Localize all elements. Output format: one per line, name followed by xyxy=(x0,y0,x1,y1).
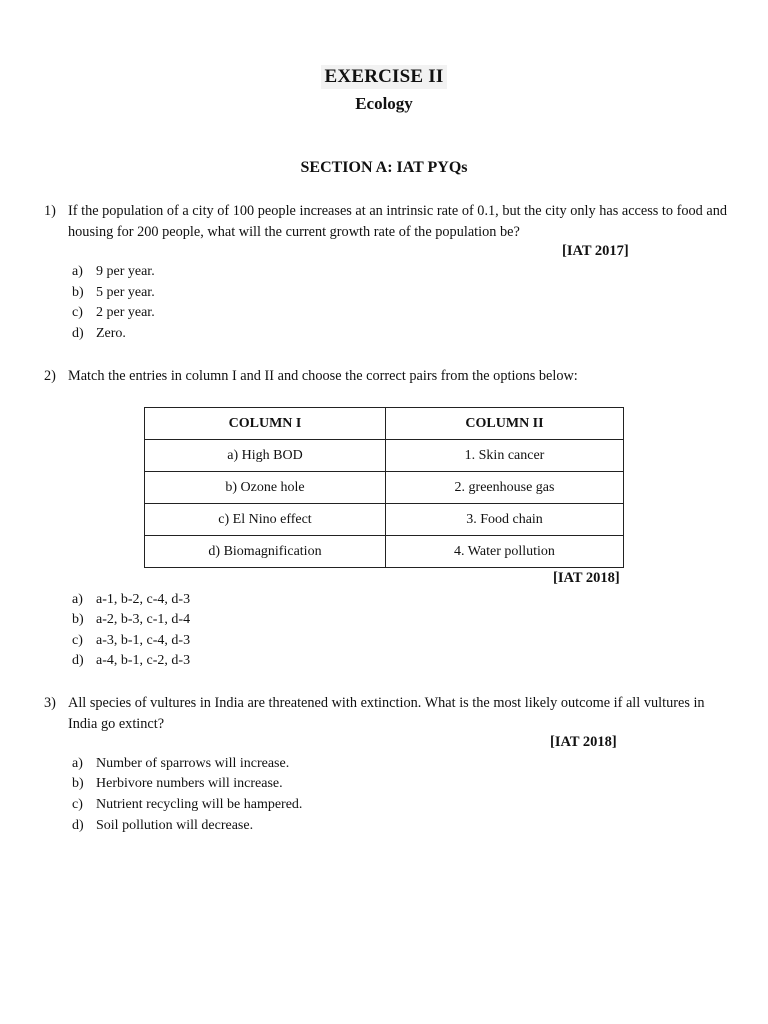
table-cell: c) El Nino effect xyxy=(145,504,386,536)
column-header: COLUMN I xyxy=(145,408,386,440)
matching-table xyxy=(144,407,624,568)
option-text: Number of sparrows will increase. xyxy=(96,756,290,771)
option-letter: b) xyxy=(72,285,84,300)
option-letter: c) xyxy=(72,797,83,812)
option-text: Soil pollution will decrease. xyxy=(96,818,254,833)
question-text: If the population of a city of 100 people increases at an intrinsic rate of 0.1, but the city only has access to food and housing for 200 people, what will the current growth rate of the population be? xyxy=(68,203,728,240)
question-source-tag: [IAT 2017] xyxy=(562,243,629,259)
table-row xyxy=(145,504,624,536)
option-text: a-3, b-1, c-4, d-3 xyxy=(96,633,191,648)
option-text: 2 per year. xyxy=(96,305,155,320)
option-b xyxy=(72,283,155,304)
table-cell: a) High BOD xyxy=(145,440,386,472)
subject-title: Ecology xyxy=(355,94,413,113)
option-d xyxy=(72,324,126,345)
question-text: All species of vultures in India are threatened with extinction. What is the most likely outcome if all vultures in India go extinct? xyxy=(68,695,705,732)
option-d xyxy=(72,651,190,672)
option-letter: b) xyxy=(72,776,84,791)
option-text: Zero. xyxy=(96,326,126,341)
option-c xyxy=(72,795,302,816)
section-title: SECTION A: IAT PYQs xyxy=(300,159,468,176)
exercise-title: EXERCISE II xyxy=(321,65,448,89)
option-letter: d) xyxy=(72,818,84,833)
option-letter: c) xyxy=(72,633,83,648)
option-a xyxy=(72,754,289,775)
table-row xyxy=(145,536,624,568)
option-a xyxy=(72,590,190,611)
table-cell: 3. Food chain xyxy=(386,504,624,536)
option-letter: d) xyxy=(72,653,84,668)
table-cell: d) Biomagnification xyxy=(145,536,386,568)
question-text: Match the entries in column I and II and choose the correct pairs from the options below: xyxy=(68,368,578,384)
option-text: a-1, b-2, c-4, d-3 xyxy=(96,592,191,607)
option-text: 9 per year. xyxy=(96,264,155,279)
option-c xyxy=(72,631,190,652)
column-header: COLUMN II xyxy=(386,408,624,440)
exercise-title-row xyxy=(0,65,768,89)
option-letter: a) xyxy=(72,756,83,771)
question-number: 1) xyxy=(44,203,56,219)
table-row xyxy=(145,440,624,472)
option-letter: b) xyxy=(72,612,84,627)
table-cell: b) Ozone hole xyxy=(145,472,386,504)
option-letter: c) xyxy=(72,305,83,320)
table-row xyxy=(145,472,624,504)
question-number: 2) xyxy=(44,368,56,384)
question-source-tag: [IAT 2018] xyxy=(550,734,617,750)
table-cell: 1. Skin cancer xyxy=(386,440,624,472)
option-a xyxy=(72,262,155,283)
option-c xyxy=(72,303,155,324)
option-letter: d) xyxy=(72,326,84,341)
option-text: a-2, b-3, c-1, d-4 xyxy=(96,612,191,627)
option-d xyxy=(72,816,253,837)
option-b xyxy=(72,610,190,631)
table-cell: 4. Water pollution xyxy=(386,536,624,568)
option-text: Nutrient recycling will be hampered. xyxy=(96,797,303,812)
option-b xyxy=(72,774,283,795)
option-letter: a) xyxy=(72,264,83,279)
option-text: 5 per year. xyxy=(96,285,155,300)
option-text: a-4, b-1, c-2, d-3 xyxy=(96,653,191,668)
option-text: Herbivore numbers will increase. xyxy=(96,776,283,791)
table-cell: 2. greenhouse gas xyxy=(386,472,624,504)
table-header-row xyxy=(145,408,624,440)
question-number: 3) xyxy=(44,695,56,711)
question-source-tag: [IAT 2018] xyxy=(553,570,620,586)
option-letter: a) xyxy=(72,592,83,607)
